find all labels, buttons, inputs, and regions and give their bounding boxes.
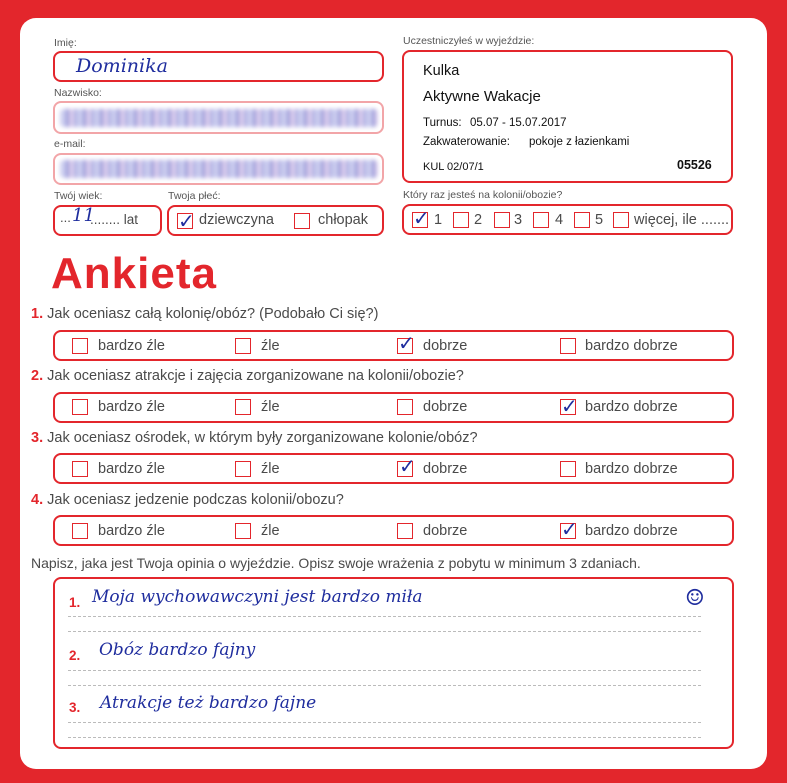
q3-check-icon: ✓ [399, 454, 416, 478]
opinion-line-3-text: Atrakcje też bardzo fajne [100, 693, 317, 713]
q3-option-good: dobrze [423, 461, 468, 477]
times-4-checkbox[interactable] [533, 212, 549, 228]
trip-turnus-label: Turnus: [423, 117, 462, 129]
question-2-text: Jak oceniasz atrakcje i zajęcia zorganizowane na kolonii/obozie? [47, 368, 464, 384]
surname-label: Nazwisko: [54, 87, 102, 99]
q4-option-good: dobrze [423, 523, 468, 539]
question-3 [31, 430, 478, 446]
opinion-line-1-number: 1. [69, 595, 81, 610]
q1-option-very-bad: bardzo źle [98, 338, 165, 354]
trip-label: Uczestniczyłeś w wyjeździe: [403, 35, 535, 47]
surname-redacted [60, 109, 378, 127]
times-2-label: 2 [474, 212, 483, 228]
times-2-checkbox[interactable] [453, 212, 469, 228]
trip-code: KUL 02/07/1 [423, 161, 484, 173]
question-1-text: Jak oceniasz całą kolonię/obóz? (Podobało Ci się?) [47, 306, 379, 322]
question-4-text: Jak oceniasz jedzenie podczas kolonii/obozu? [47, 492, 344, 508]
q4-option-very-bad-checkbox[interactable] [72, 523, 88, 539]
times-5-checkbox[interactable] [574, 212, 590, 228]
smiley-icon: ☺ [685, 586, 705, 611]
gender-label: Twoja płeć: [168, 190, 221, 202]
q2-option-very-bad: bardzo źle [98, 399, 165, 415]
age-suffix: ........ lat [90, 212, 139, 227]
q2-option-bad-checkbox[interactable] [235, 399, 251, 415]
email-label: e-mail: [54, 138, 86, 150]
opinion-line-1-rule [68, 616, 701, 617]
q2-option-bad: źle [261, 399, 280, 415]
gender-girl-check-icon: ✓ [178, 209, 195, 233]
name-label: Imię: [54, 37, 77, 49]
q4-option-bad-checkbox[interactable] [235, 523, 251, 539]
opinion-line-2-number: 2. [69, 648, 81, 663]
opinion-line-1-text: Moja wychowawczyni jest bardzo miła [92, 587, 423, 607]
question-1 [31, 306, 378, 322]
trip-accommodation-label: Zakwaterowanie: [423, 136, 510, 148]
name-value: Dominika [76, 55, 168, 77]
q2-check-icon: ✓ [561, 394, 578, 418]
age-prefix: ... [60, 210, 71, 225]
q4-option-bad: źle [261, 523, 280, 539]
survey-title: Ankieta [51, 249, 217, 298]
q4-option-good-checkbox[interactable] [397, 523, 413, 539]
opinion-line-3b-rule [68, 737, 701, 738]
q1-option-bad: źle [261, 338, 280, 354]
q2-option-very-bad-checkbox[interactable] [72, 399, 88, 415]
email-redacted [60, 160, 378, 178]
times-1-check-icon: ✓ [413, 206, 430, 230]
times-more-checkbox[interactable] [613, 212, 629, 228]
gender-girl-label: dziewczyna [199, 212, 274, 228]
q3-option-very-bad: bardzo źle [98, 461, 165, 477]
opinion-line-2b-rule [68, 685, 701, 686]
times-4-label: 4 [555, 212, 564, 228]
trip-company: Kulka [423, 63, 460, 79]
gender-boy-checkbox[interactable] [294, 213, 310, 229]
q1-option-very-good: bardzo dobrze [585, 338, 678, 354]
question-2 [31, 368, 464, 384]
opinion-line-3-rule [68, 722, 701, 723]
q4-option-very-good: bardzo dobrze [585, 523, 678, 539]
question-4-number: 4. [31, 492, 44, 508]
q3-option-very-good-checkbox[interactable] [560, 461, 576, 477]
q3-option-very-bad-checkbox[interactable] [72, 461, 88, 477]
question-4 [31, 492, 344, 508]
q3-option-bad-checkbox[interactable] [235, 461, 251, 477]
q4-check-icon: ✓ [561, 517, 578, 541]
q3-option-very-good: bardzo dobrze [585, 461, 678, 477]
q3-option-bad: źle [261, 461, 280, 477]
trip-number: 05526 [677, 158, 712, 172]
q1-option-bad-checkbox[interactable] [235, 338, 251, 354]
trip-turnus-value: 05.07 - 15.07.2017 [470, 117, 567, 129]
opinion-prompt: Napisz, jaka jest Twoja opinia o wyjeździe. Opisz swoje wrażenia z pobytu w minimum 3 zdaniach. [31, 555, 641, 571]
q1-option-very-bad-checkbox[interactable] [72, 338, 88, 354]
q1-check-icon: ✓ [398, 331, 415, 355]
q1-option-very-good-checkbox[interactable] [560, 338, 576, 354]
trip-accommodation-value: pokoje z łazienkami [529, 136, 630, 148]
question-3-text: Jak oceniasz ośrodek, w którym były zorganizowane kolonie/obóz? [47, 430, 478, 446]
q2-option-good-checkbox[interactable] [397, 399, 413, 415]
age-label: Twój wiek: [54, 190, 103, 202]
times-1-label: 1 [434, 212, 443, 228]
q2-option-good: dobrze [423, 399, 468, 415]
times-5-label: 5 [595, 212, 604, 228]
question-1-number: 1. [31, 306, 44, 322]
trip-program: Aktywne Wakacje [423, 88, 541, 105]
q1-option-good: dobrze [423, 338, 468, 354]
times-label: Który raz jesteś na kolonii/obozie? [403, 189, 563, 201]
age-value: 11 [72, 205, 95, 226]
opinion-line-2-rule [68, 670, 701, 671]
question-2-number: 2. [31, 368, 44, 384]
opinion-line-1b-rule [68, 631, 701, 632]
q2-option-very-good: bardzo dobrze [585, 399, 678, 415]
times-3-label: 3 [514, 212, 523, 228]
opinion-line-3-number: 3. [69, 700, 81, 715]
gender-boy-label: chłopak [318, 212, 368, 228]
times-3-checkbox[interactable] [494, 212, 510, 228]
times-more-label: więcej, ile ....... [634, 212, 730, 228]
q4-option-very-bad: bardzo źle [98, 523, 165, 539]
opinion-line-2-text: Obóz bardzo fajny [99, 640, 256, 660]
question-3-number: 3. [31, 430, 44, 446]
